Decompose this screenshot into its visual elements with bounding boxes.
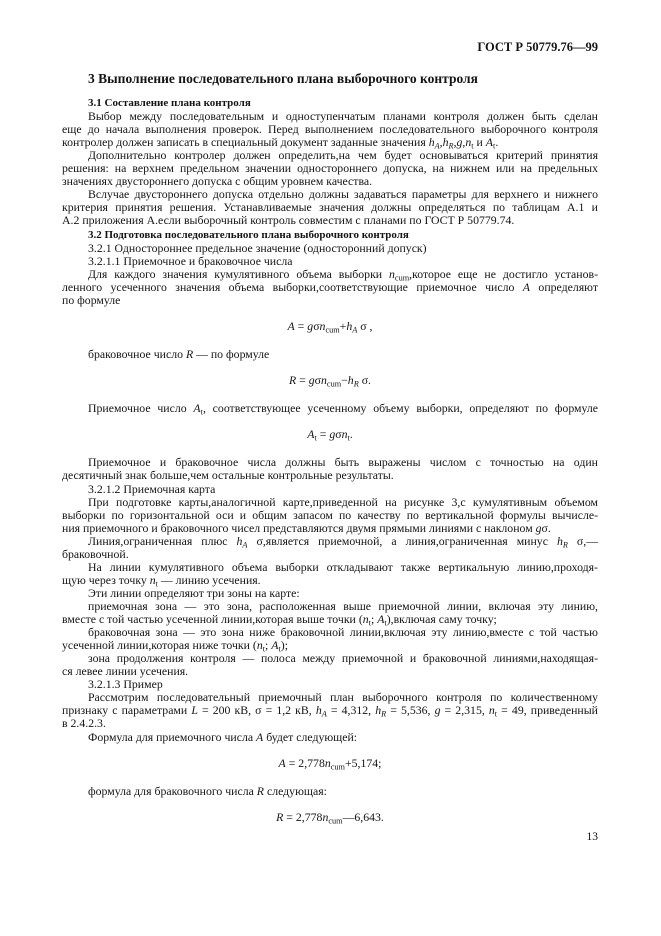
math-subscript: t [471,141,474,151]
math-variable: h [375,703,382,717]
paragraph-line: Линия,ограниченная плюс $h_A$ σ,является приемочной, а линия,ограниченная минус $h_R$ σ,— [88,534,599,550]
subsection-heading: 3.2.1.2 Приемочная карта [88,482,216,496]
math-subscript: t [347,433,350,443]
math-subscript: t [384,618,387,628]
math-variable: A [377,612,385,626]
math-variable: h [346,319,353,333]
math-variable: n [488,703,495,717]
math-variable: n [362,612,369,626]
paragraph [62,652,598,678]
math-variable: g [434,703,441,717]
formula-acceptance-number-example: $A = 2,778n_{cum}+5,174$; [278,756,382,772]
paragraph-line: критерия принятия решения. Устанавливаемые значения должны определяться по таблицам А.1 и [62,200,598,214]
math-variable: n [256,638,263,652]
math-subscript: A [242,540,248,550]
paragraph [62,268,598,307]
math-variable: n [319,319,326,333]
paragraph [62,496,598,535]
section-title: 3 Выполнение последовательного плана выборочного контроля [88,71,478,86]
math-subscript: A [321,709,327,719]
subsection-heading: 3.1 Составление плана контроля [88,97,251,109]
math-subscript: cum [326,379,342,389]
math-subscript: cum [330,762,345,772]
math-variable: h [428,135,435,149]
math-variable: R [288,373,297,387]
math-variable: h [236,534,243,548]
document-number-header: ГОСТ Р 50779.76—99 [477,40,598,54]
paragraph-line: Приемочное число $A_t$, соответствующее усеченному объему выборки, определяют по формуле [88,401,599,417]
math-subscript: t [314,433,317,443]
math-subscript: cum [394,273,410,283]
formula-rejection-number-example: $R = 2,778n_{cum}—6,643$. [276,810,384,826]
paragraph-line: ся левее линии усечения. [62,664,189,678]
math-variable: h [442,135,449,149]
formula-acceptance-number: $A = g\sigma n_{cum}+h_A$ σ , [287,319,373,335]
paragraph [62,535,598,561]
paragraph-line: А.2 приложения А.если выборочный контроль совместим с планами по ГОСТ Р 50779.74. [62,213,515,227]
paragraph-line: Эти линии определяют три зоны на карте: [88,586,300,600]
paragraph [62,691,598,730]
paragraph [62,561,598,587]
paragraph [62,600,598,626]
paragraph-line: контролер должен записать в специальный документ заданные значения $h_A,h_R,g,n_t$ и $A_t$. [62,135,499,151]
math-variable: n [341,427,348,441]
paragraph-line: значениях двустороннего допуска с общим уровнем качества. [62,174,373,188]
math-variable: h [347,373,354,387]
paragraph-line: приемочная зона — это зона, расположенная выше приемочной линии, включая эту линию, [88,599,598,613]
math-variable: h [315,703,322,717]
math-subscript: t [494,709,498,719]
paragraph-line: выборки по горизонтальной оси и общим запасом по качеству по вертикальной формулы вычисле- [62,508,598,522]
paragraph-line: Формула для приемочного числа A будет следующей: [88,730,358,744]
math-variable: g [456,135,463,149]
math-variable: g [535,521,542,535]
math-variable: R [256,784,265,798]
math-subscript: t [155,579,158,589]
paragraph-line: по формуле [62,293,121,307]
math-variable: h [556,534,563,548]
math-variable: A [278,756,286,770]
math-variable: n [321,373,327,387]
paragraph-line: еще до начала выполнения проверок. Перед выполнением последовательного выборочного контроля [62,122,598,136]
math-subscript: t [493,141,496,151]
math-subscript: t [262,644,266,654]
math-variable: n [149,573,156,587]
math-variable: n [465,135,472,149]
subsection-heading: 3.2.1.3 Пример [88,677,163,691]
text-column [62,97,598,839]
math-subscript: A [352,325,358,335]
paragraph-line: На линии кумулятивного объема выборки откладывают также вертикальную линию,проходя- [88,560,598,574]
subsection-heading: 3.2 Подготовка последовательного плана выборочного контроля [88,229,409,241]
paragraph-line: ленного усеченного значения объема выборки,соответствующие приемочное число A определяют [62,280,598,294]
math-variable: n [389,267,395,281]
math-variable: A [271,638,279,652]
paragraph-line: формула для браковочного числа R следующая: [88,784,327,798]
math-subscript: R [353,379,359,389]
paragraph-line: браковочное число R — по формуле [88,347,270,361]
math-subscript: A [434,141,440,151]
paragraph-line: в 2.4.2.3. [62,716,106,730]
math-variable: n [324,756,331,770]
paragraph-line: браковочная зона — это зона ниже браковочной линии,включая эту линию,вместе с той частью [88,625,598,639]
math-subscript: t [278,644,281,654]
math-variable: n [322,810,329,824]
paragraph-line: усеченной линии,которая ниже точки ($n_t$; $A_t$); [62,638,288,654]
paragraph [62,456,598,482]
paragraph [62,626,598,652]
formula-rejection-number: $R = g\sigma n_{cum}-h_R$ σ. [288,373,372,389]
paragraph-line: признаку с параметрами L = 200 кВ, σ = 1,2 кВ, $h_A = 4,312$, $h_R = 5,536$, g = 2,315, $n_t = 49$, приведенный [62,703,598,719]
math-subscript: cum [328,816,343,826]
paragraph-line: ния приемочного и браковочного чисел представляются двумя прямыми линиями с наклоном gσ. [62,521,551,535]
paragraph-line: решения: на верхнем предельном значении одностороннего допуска, на нижнем или на предельных [62,161,598,175]
paragraph-line: браковочной. [62,547,129,561]
paragraph-line: десятичный знак больше,чем остальные контрольные результаты. [62,468,394,482]
paragraph-line: щую через точку $n_t$ — линию усечения. [62,573,261,589]
math-variable: A [256,730,264,744]
math-variable: g [307,319,314,333]
paragraph-line: Вслучае двустороннего допуска отдельно должны задаваться параметры для верхнего и нижнего [88,187,598,201]
paragraph-line: Рассмотрим последовательный приемочный план выборочного контроля по количественному [88,690,598,704]
formula-truncated-acceptance-number: $A_t = g\sigma n_t$. [307,427,353,443]
paragraph-line: вместе с той частью усеченной линии,которая выше точки ($n_t$; $A_t),включая$ саму точку; [62,612,497,628]
paragraph [62,188,598,227]
math-subscript: t [368,618,371,628]
paragraph-line: При подготовке карты,аналогичной карте,приведенной на рисунке 3,с кумулятивным объемом [88,495,598,509]
math-variable: g [308,373,315,387]
math-variable: R [185,347,194,361]
math-variable: A [522,280,531,294]
math-subscript: R [381,709,387,719]
paragraph-line: Для каждого значения кумулятивного объема выборки $n_{cum},которое$ еще не достигло установ- [88,267,599,283]
math-variable: L [191,703,198,717]
paragraph [62,149,598,188]
math-variable: A [193,401,201,415]
subsection-heading: 3.2.1.1 Приемочное и браковочное числа [88,254,293,268]
math-variable: R [276,810,284,824]
paragraph-line: Приемочное и браковочное числа должны быть выражены числом с точностью на один [88,455,598,469]
math-variable: A [307,427,315,441]
math-variable: A [287,319,295,333]
subsection-heading: 3.2.1 Одностороннее предельное значение (односторонний допуск) [88,241,427,255]
paragraph [62,110,598,149]
paragraph-line: зона продолжения контроля — полоса между приемочной и браковочной линиями,находящая- [88,651,598,665]
paragraph-line: Дополнительно контролер должен определить,на чем будет основываться критерий принятия [88,148,598,162]
paragraph-line: Выбор между последовательным и одноступенчатым планами контроля должен быть сделан [88,109,598,123]
math-variable: g [329,427,336,441]
page-number: 13 [586,831,598,843]
math-subscript: cum [325,325,340,335]
math-variable: A [485,135,494,149]
math-subscript: R [448,141,454,151]
math-subscript: t [200,407,203,417]
math-subscript: R [562,540,568,550]
